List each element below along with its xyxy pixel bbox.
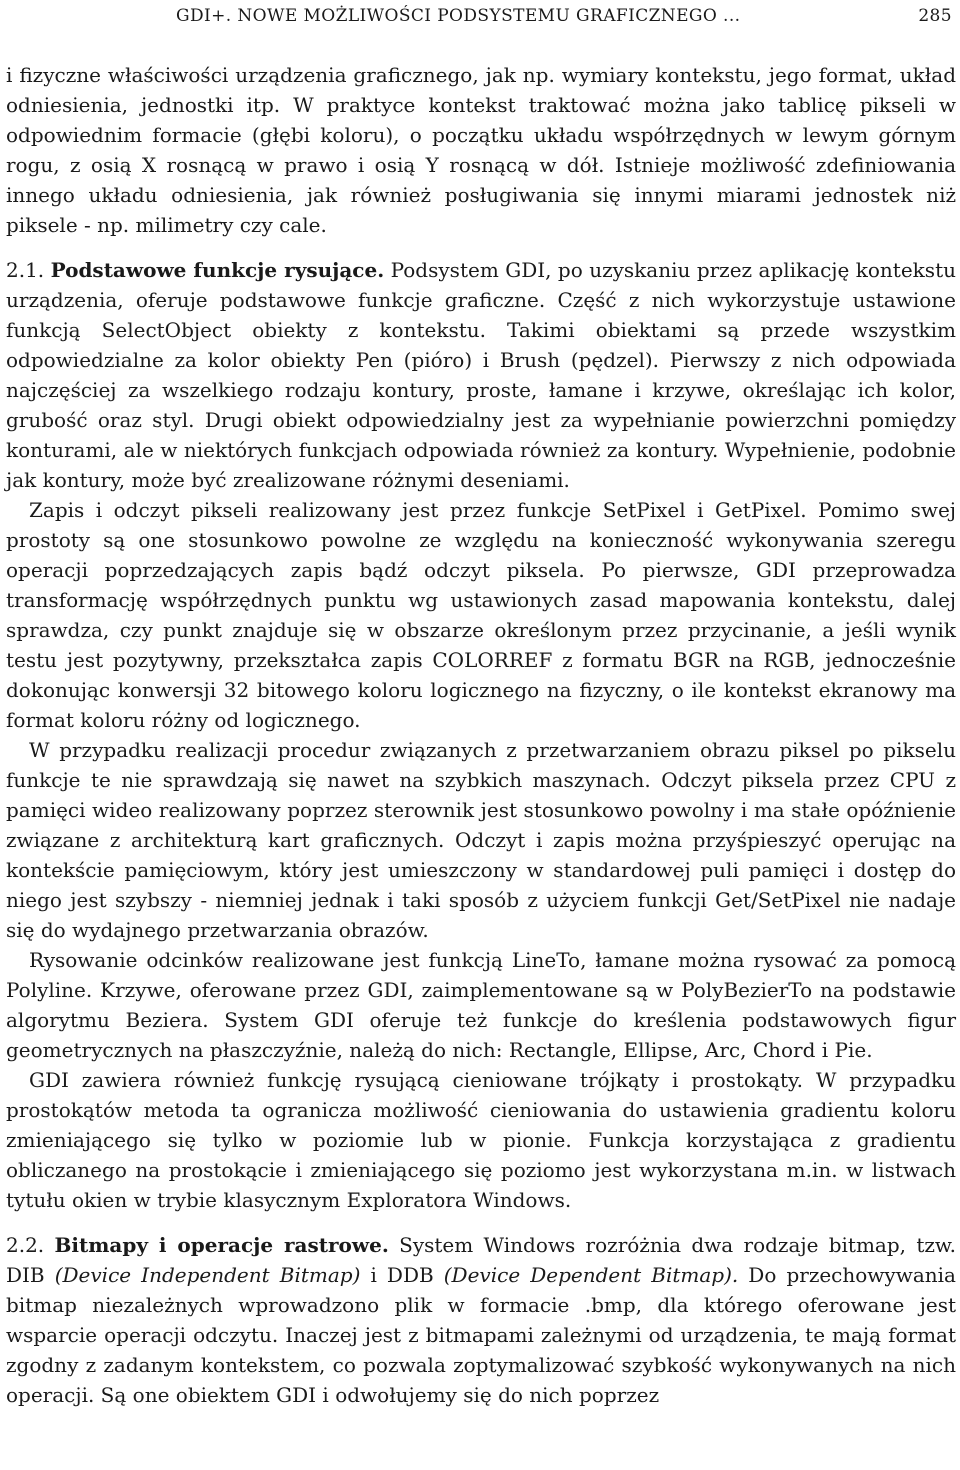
page-number: 285	[918, 6, 952, 26]
section-number: 2.1.	[6, 258, 45, 282]
paragraph-lines: Rysowanie odcinków realizowane jest funkcją LineTo, łamane można rysować za pomocą Polyline. Krzywe, oferowane przez GDI, zaimplementowane są w PolyBezierTo na podstawie algorytmu Beziera. System GDI oferuje też funkcje do kreślenia podstawowych figur geometrycznych na płaszczyźnie, należą do nich: Rectangle, Ellipse, Arc, Chord i Pie.	[6, 948, 956, 1062]
body-text	[6, 60, 956, 1410]
page-header	[6, 0, 956, 32]
italic-term: (Device Independent Bitmap)	[54, 1263, 361, 1287]
section-text: Do przechowywania bitmap niezależnych wprowadzono plik w formacie .bmp, dla którego oferowane jest wsparcie operacji odczytu. Inaczej jest z bitmapami zależnymi od urządzenia, te mają format zgodny z zadanym kontekstem, co pozwala zoptymalizować szybkość wykonywanych na nich operacji. Są one obiektem GDI i odwołujemy się do nich poprzez	[6, 1263, 956, 1407]
running-title: GDI+. NOWE MOŻLIWOŚCI PODSYSTEMU GRAFICZNEGO ...	[176, 6, 741, 26]
section-text: i DDB	[360, 1263, 444, 1287]
section-gap	[6, 1215, 956, 1230]
section-title: Bitmapy i operacje rastrowe.	[54, 1233, 389, 1257]
paragraph-gradient: GDI zawiera również funkcję rysującą cieniowane trójkąty i prostokąty. W przypadku prostokątów metoda ta ogranicza możliwość cieniowania do ustawienia gradientu koloru zmieniającego się tylko w poziomie lub w pionie. Funkcja korzystająca z gradientu obliczanego na prostokącie i zmieniającego się poziomo jest wykorzystana m.in. w listwach tytułu okien w trybie klasycznym Exploratora Windows.	[6, 1068, 956, 1212]
section-number: 2.2.	[6, 1233, 45, 1257]
paragraph-intro: i fizyczne właściwości urządzenia graficznego, jak np. wymiary kontekstu, jego format, układ odniesienia, jednostki itp. W praktyce kontekst traktować można jako tablicę pikseli w odpowiednim formacie (głębi koloru), o początku układu współrzędnych w lewym górnym rogu, z osią X rosnącą w prawo i osią Y rosnącą w dół. Istnieje możliwość zdefiniowania innego układu odniesienia, jak również posługiwania się innymi miarami jednostek niż piksele - np. milimetry czy cale.	[6, 63, 956, 237]
section-text: Podsystem GDI, po uzyskaniu przez aplikację kontekstu urządzenia, oferuje podstawowe funkcje graficzne. Część z nich wykorzystuje ustawione funkcją SelectObject obiekty z kontekstu. Takimi obiektami są przede wszystkim odpowiedzialne za kolor obiekty Pen (pióro) i Brush (pędzel). Pierwszy z nich odpowiada najczęściej za wszelkiego rodzaju kontury, proste, łamane i krzywe, określając ich kolor, grubość oraz styl. Drugi obiekt odpowiedzialny jest za wypełnianie powierzchni pomiędzy konturami, ale w niektórych funkcjach odpowiada również za kontury. Wypełnienie, podobnie jak kontury, może być zrealizowane różnymi deseniami.	[6, 258, 956, 492]
italic-term: (Device Dependent Bitmap).	[443, 1263, 739, 1287]
section-title: Podstawowe funkcje rysujące.	[50, 258, 385, 282]
section-text: System Windows rozróżnia dwa rodzaje bitmap, tzw. DIB	[6, 1233, 957, 1287]
section-2-2	[6, 1230, 956, 1410]
paragraph-setpixel: Zapis i odczyt pikseli realizowany jest przez funkcje SetPixel i GetPixel. Pomimo swej prostoty są one stosunkowo powolne ze względu na konieczność wykonywania szeregu operacji poprzedzających zapis bądź odczyt piksela. Po pierwsze, GDI przeprowadza transformację współrzędnych punktu wg ustawionych zasad mapowania kontekstu, dalej sprawdza, czy punkt znajduje się w obszarze określonym przez przycinanie, a jeśli wynik testu jest pozytywny, przekształca zapis COLORREF z formatu BGR na RGB, jednocześnie dokonując konwersji 32 bitowego koloru logicznego na fizyczny, o ile kontekst ekranowy ma format koloru różny od logicznego.	[6, 498, 956, 732]
document-page	[6, 0, 956, 1410]
section-gap	[6, 240, 956, 255]
paragraph-pixel-processing: W przypadku realizacji procedur związanych z przetwarzaniem obrazu piksel po pikselu funkcje te nie sprawdzają się nawet na szybkich maszynach. Odczyt piksela przez CPU z pamięci wideo realizowany poprzez sterownik jest stosunkowo powolny i ma stałe opóźnienie związane z architekturą kart graficznych. Odczyt i zapis można przyśpieszyć operując na kontekście pamięciowym, który jest umieszczony w standardowej puli pamięci i dostęp do niego jest szybszy - niemniej jednak i taki sposób z użyciem funkcji Get/SetPixel nie nadaje się do wydajnego przetwarzania obrazów.	[6, 738, 956, 942]
section-2-1	[6, 255, 956, 495]
